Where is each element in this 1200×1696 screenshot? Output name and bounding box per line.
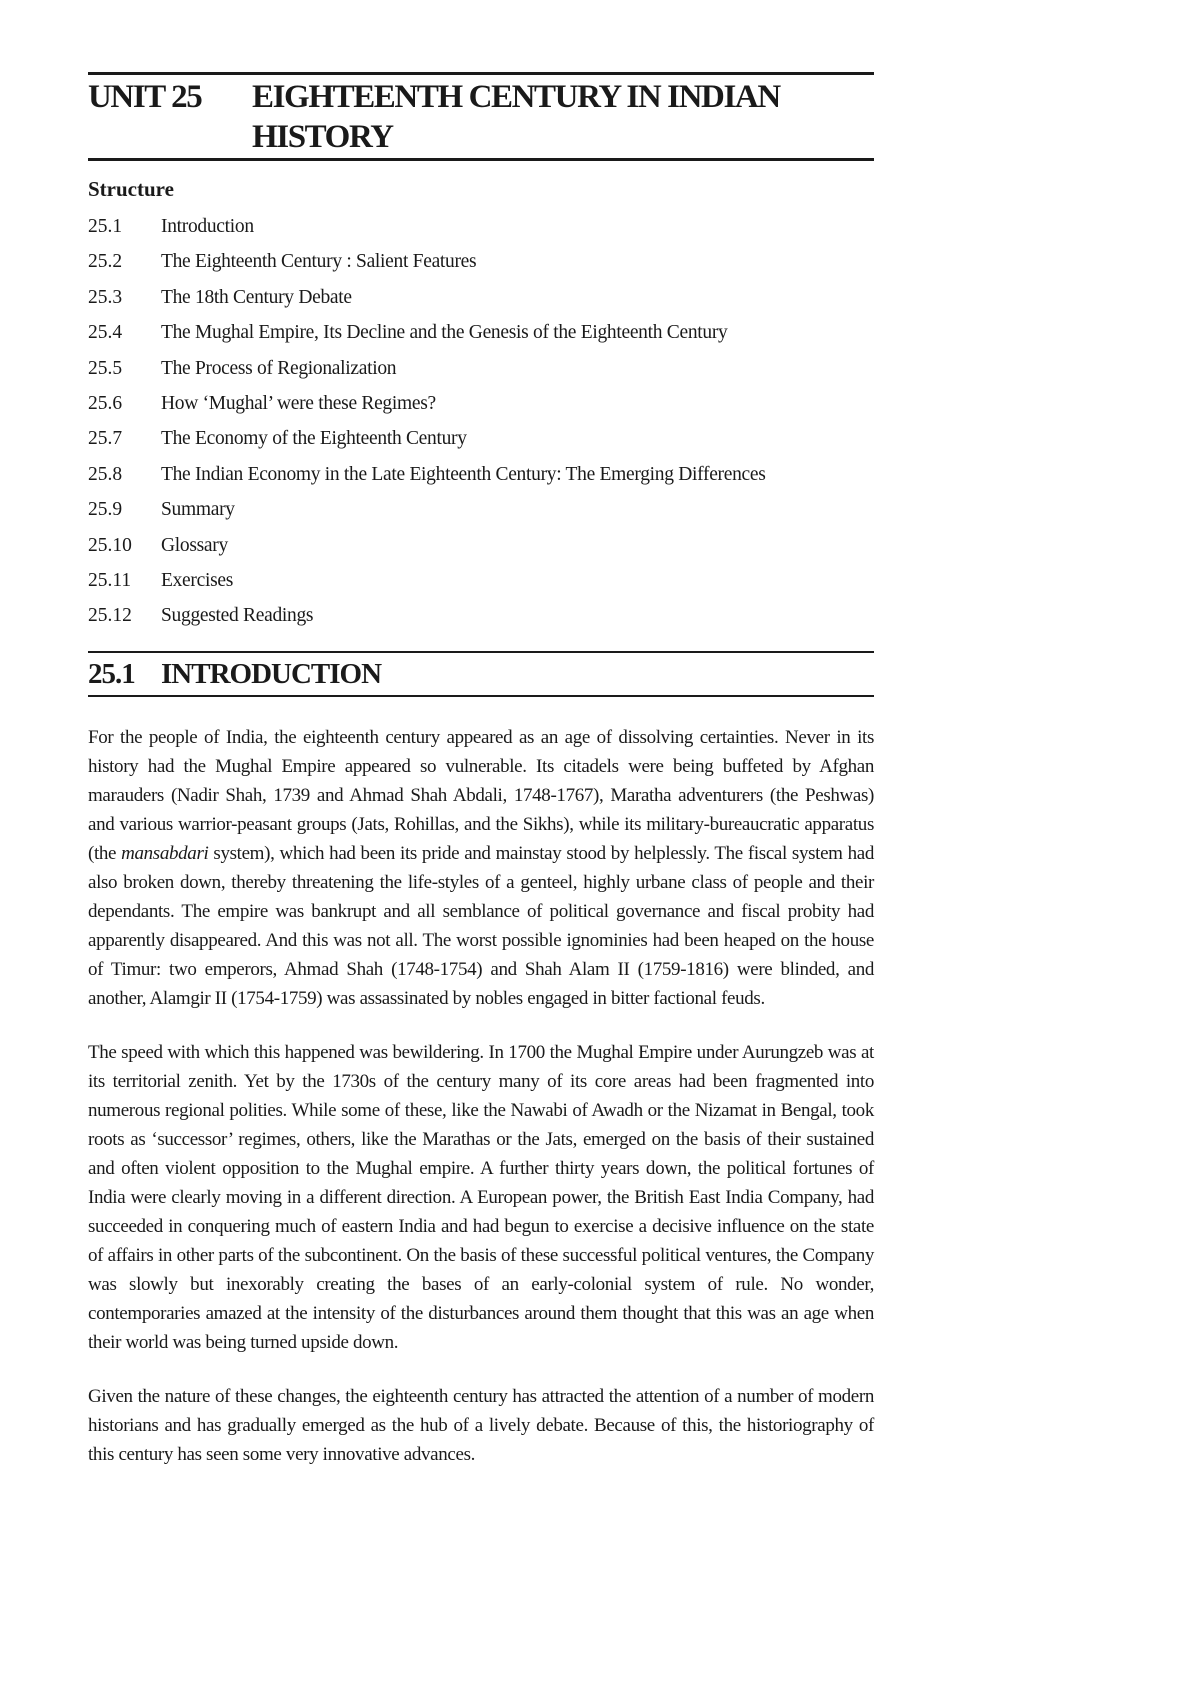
structure-item-number: 25.8 [88, 463, 123, 485]
section-title: INTRODUCTION [161, 657, 382, 690]
structure-item-title: Exercises [161, 569, 234, 591]
unit-bottom-rule [88, 158, 874, 161]
structure-label: Structure [88, 177, 174, 201]
structure-item-number: 25.6 [88, 392, 123, 414]
unit-title [252, 77, 874, 157]
structure-item-number: 25.10 [88, 534, 132, 556]
paragraph-1-italic-term: mansabdari [121, 842, 209, 864]
section-heading [88, 653, 874, 693]
structure-item-title: The Indian Economy in the Late Eighteenth Century: The Emerging Differences [161, 463, 766, 485]
structure-item-title: The Economy of the Eighteenth Century [161, 428, 467, 450]
section-bottom-rule [88, 695, 874, 697]
structure-item-number: 25.2 [88, 251, 123, 273]
structure-item-title: The Mughal Empire, Its Decline and the Genesis of the Eighteenth Century [161, 322, 728, 344]
structure-item-title: The Eighteenth Century : Salient Features [161, 251, 477, 273]
paragraph-1-part-b: system), which had been its pride and mainstay stood by helplessly. The fiscal system had also broken down, thereby threatening the life-styles of a genteel, highly urbane class of people and their dependants. The empire was bankrupt and all semblance of political governance and fiscal probity had apparently disappeared. And this was not all. The worst possible ignominies had been heaped on the house of Timur: two emperors, Ahmad Shah (1748-1754) and Shah Alam II (1759-1816) were blinded, and another, Alamgir II (1754-1759) was assassinated by nobles engaged in bitter factional feuds. [88, 842, 874, 1009]
structure-item-number: 25.5 [88, 357, 123, 379]
structure-item [88, 216, 874, 251]
structure-item [88, 605, 874, 640]
structure-item-number: 25.1 [88, 216, 123, 237]
structure-item-number: 25.4 [88, 322, 123, 344]
structure-item [88, 535, 874, 570]
structure-item-title: Suggested Readings [161, 605, 314, 627]
structure-item [88, 464, 874, 499]
unit-title-line2: HISTORY [252, 119, 393, 155]
structure-item [88, 393, 874, 428]
paragraph-2: The speed with which this happened was bewildering. In 1700 the Mughal Empire under Aurungzeb was at its territorial zenith. Yet by the 1730s of the century many of its core areas had been fragmented into numerous regional polities. While some of these, like the Nawabi of Awadh or the Nizamat in Bengal, took roots as ‘successor’ regimes, others, like the Marathas or the Jats, emerged on the basis of their sustained and often violent opposition to the Mughal empire. A further thirty years down, the political fortunes of India were clearly moving in a different direction. A European power, the British East India Company, had succeeded in conquering much of eastern India and had begun to exercise a decisive influence on the state of affairs in other parts of the subcontinent. On the basis of these successful political ventures, the Company was slowly but inexorably creating the bases of an early-colonial system of rule. No wonder, contemporaries amazed at the intensity of the disturbances around them thought that this was an age when their world was being turned upside down. [88, 1041, 874, 1353]
structure-item [88, 251, 874, 286]
structure-item [88, 499, 874, 534]
structure-item-title: Glossary [161, 534, 228, 556]
structure-item [88, 322, 874, 357]
structure-item-number: 25.11 [88, 569, 132, 591]
structure-item-title: The 18th Century Debate [161, 286, 352, 308]
paragraph-1-part-a: For the people of India, the eighteenth century appeared as an age of dissolving certainties. Never in its history had the Mughal Empire appeared so vulnerable. Its citadels were being buffeted by Afghan marauders (Nadir Shah, 1739 and Ahmad Shah Abdali, 1748-1767), Maratha adventurers (the Peshwas) and various warrior-peasant groups (Jats, Rohillas, and the Sikhs), while its military-bureaucratic apparatus (the [88, 726, 874, 864]
unit-title-line1: EIGHTEENTH CENTURY IN INDIAN [252, 79, 780, 115]
structure-item-title: Summary [161, 499, 235, 521]
structure-item-number: 25.3 [88, 286, 123, 308]
structure-item-number: 25.9 [88, 499, 123, 521]
structure-item [88, 428, 874, 463]
structure-item [88, 570, 874, 605]
structure-item [88, 287, 874, 322]
structure-item-number: 25.7 [88, 428, 123, 450]
structure-list [88, 216, 874, 641]
section-number: 25.1 [88, 657, 135, 690]
structure-item-title: Introduction [161, 216, 254, 237]
paragraph-1 [88, 723, 874, 1013]
structure-item-title: The Process of Regionalization [161, 357, 397, 379]
unit-number: UNIT 25 [88, 79, 202, 115]
page [88, 72, 874, 1469]
structure-item-number: 25.12 [88, 605, 132, 627]
unit-heading [88, 75, 874, 157]
paragraph-3: Given the nature of these changes, the eighteenth century has attracted the attention of a number of modern historians and has gradually emerged as the hub of a lively debate. Because of this, the historiography of this century has seen some very innovative advances. [88, 1385, 874, 1465]
structure-item [88, 358, 874, 393]
structure-item-title: How ‘Mughal’ were these Regimes? [161, 392, 436, 414]
